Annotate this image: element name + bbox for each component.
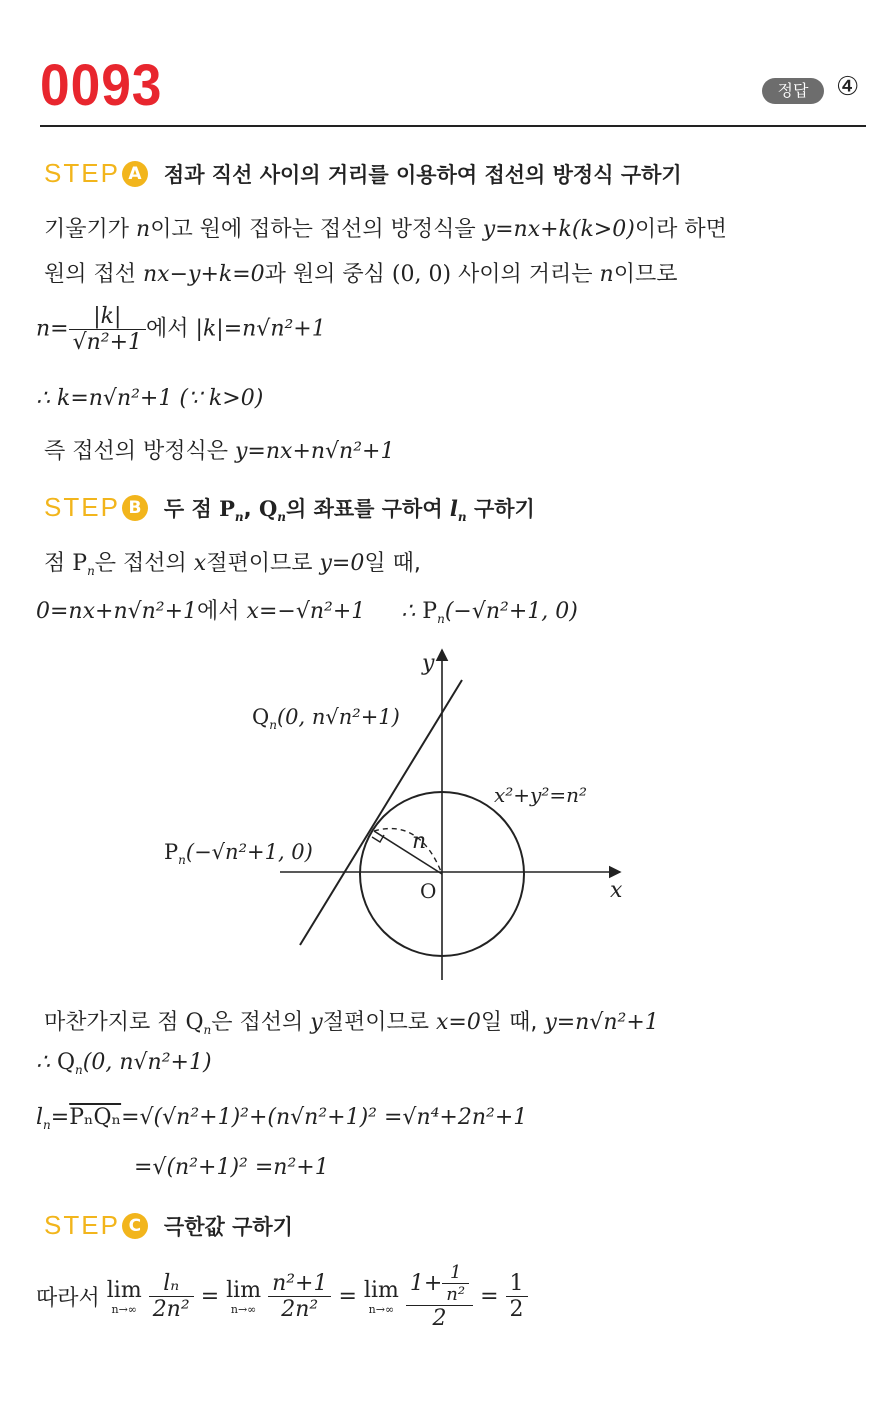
text: 따라서: [36, 1286, 107, 1311]
text: 은 접선의: [211, 1010, 311, 1035]
text: 일 때,: [364, 551, 421, 576]
p-letter: P: [164, 840, 179, 864]
step-b-letter: B: [122, 495, 148, 521]
header-divider: [40, 125, 866, 127]
text: 마찬가지로 점: [44, 1010, 186, 1035]
therefore-symbol: ∴: [36, 1050, 57, 1075]
math-equals: =: [50, 1105, 70, 1130]
math-q-coord: (0, n√n²+1): [82, 1050, 212, 1075]
inner-fraction: [442, 1262, 469, 1305]
text: 이므로: [613, 262, 678, 287]
lim-3: [364, 1278, 399, 1316]
step-a-heading: [44, 158, 682, 189]
fraction-numerator: n²+1: [268, 1271, 331, 1297]
therefore-symbol: ∴: [401, 599, 423, 624]
tangent-diagram: [150, 640, 670, 990]
lim-sub: n→∞: [368, 1302, 395, 1316]
math-sub: n: [75, 1063, 83, 1077]
text: 이라 하면: [634, 217, 727, 242]
text: 은 접선의: [94, 551, 194, 576]
lim-word: lim: [363, 1277, 399, 1303]
math-equals: =: [200, 1284, 220, 1309]
inner-denominator: n²: [446, 1284, 466, 1305]
fraction-2: [268, 1271, 331, 1322]
p-coord: (−√n²+1, 0): [185, 840, 313, 864]
text: 과 원의 중심: [264, 262, 392, 287]
math-length-calc: =√(√n²+1)²+(n√n²+1)² =√n⁴+2n²+1: [121, 1105, 528, 1130]
fraction-3: [406, 1262, 473, 1331]
step-b-line-4: [36, 1050, 212, 1075]
math-sub: n: [457, 510, 467, 524]
math-tangent-final: y=nx+n√n²+1: [235, 439, 395, 464]
math-sub: n: [234, 510, 244, 524]
math-sub: n: [203, 1023, 212, 1037]
step-b-line-5: [36, 1105, 527, 1130]
text: 절편이므로: [322, 1010, 436, 1035]
math-sub: n: [437, 612, 445, 626]
fraction-denominator: 2n²: [152, 1297, 190, 1322]
math-l: l: [36, 1105, 44, 1130]
fraction-denominator: 2n²: [281, 1297, 319, 1322]
step-b-heading: [44, 492, 535, 523]
math-y-value: y=n√n²+1: [544, 1010, 659, 1035]
fraction-numerator: 1: [506, 1271, 528, 1297]
text: 즉 접선의 방정식은: [44, 439, 235, 464]
math-equals: =: [338, 1284, 357, 1309]
math-y-zero: y=0: [319, 551, 365, 576]
q-letter: Q: [252, 705, 270, 729]
text: 에서: [197, 599, 247, 624]
math-y: y: [310, 1010, 323, 1035]
q-coord: (0, n√n²+1): [276, 705, 400, 729]
math-equals: =: [480, 1284, 499, 1309]
one-plus: 1+: [409, 1271, 443, 1296]
text: 기울기가: [44, 217, 137, 242]
step-b-line-3: [44, 1005, 659, 1036]
answer-badge: 정답: [762, 78, 824, 104]
answer-value: ④: [836, 72, 860, 102]
step-b-line-2: [36, 594, 578, 625]
lim-1: [107, 1278, 142, 1316]
math-p: P: [422, 599, 438, 624]
math-abs-k: |k|=n√n²+1: [195, 316, 326, 342]
math-center: (0, 0): [391, 262, 452, 287]
math-q: Q: [57, 1050, 76, 1075]
math-sub: n: [43, 1118, 51, 1132]
step-b-line-6: =√(n²+1)² =n²+1: [134, 1155, 329, 1180]
fraction-numerator: lₙ: [149, 1271, 194, 1297]
p-point-label: [164, 840, 313, 867]
q-point-label: [252, 705, 400, 732]
lim-sub: n→∞: [111, 1302, 137, 1316]
step-a-word: STEP: [44, 158, 120, 188]
radius-label: n: [412, 829, 427, 854]
text: ,: [243, 497, 259, 521]
math-x: x: [193, 551, 207, 576]
q-sub: n: [269, 718, 277, 732]
step-c-letter: C: [122, 1213, 148, 1239]
step-c-word: STEP: [44, 1210, 120, 1240]
fraction-1: [149, 1271, 194, 1322]
y-axis-label: y: [422, 651, 435, 676]
fraction-answer: [506, 1271, 528, 1322]
math-x-value: x=−√n²+1: [246, 599, 366, 624]
text: 원의 접선: [44, 262, 143, 287]
math-p: P: [219, 496, 235, 521]
step-a-line-5: [44, 434, 394, 465]
math-q: Q: [258, 496, 278, 521]
lim-word: lim: [106, 1277, 142, 1303]
math-x-zero: x=0: [435, 1010, 481, 1035]
math-segment: PₙQₙ: [69, 1105, 122, 1130]
text: 구하기: [466, 497, 535, 521]
text: 점: [44, 551, 73, 576]
math-q: Q: [185, 1010, 204, 1035]
math-n: n: [599, 262, 614, 287]
p-sub: n: [178, 853, 186, 867]
origin-label: O: [420, 879, 437, 903]
inner-numerator: 1: [442, 1262, 469, 1284]
math-line-eq: nx−y+k=0: [143, 262, 265, 287]
math-l: l: [449, 496, 458, 521]
lim-word: lim: [226, 1277, 262, 1303]
step-b-line-1: [44, 546, 421, 577]
math-p-coord: (−√n²+1, 0): [444, 599, 578, 624]
step-c-heading: [44, 1210, 293, 1241]
circle-equation: x²+y²=n²: [494, 783, 588, 807]
step-b-word: STEP: [44, 492, 120, 522]
step-a-line-4: ∴ k=n√n²+1 (∵ k>0): [36, 386, 264, 411]
fraction-numerator: |k|: [69, 304, 146, 330]
step-c-line-1: [36, 1262, 528, 1331]
fraction-denominator: 2: [509, 1297, 524, 1322]
step-a-line-1: [44, 212, 727, 243]
text: 두 점: [163, 497, 220, 521]
fraction-numerator: [406, 1262, 473, 1306]
text: 사이의 거리는: [451, 262, 600, 287]
x-axis-label: x: [610, 878, 623, 903]
step-a-title: 점과 직선 사이의 거리를 이용하여 접선의 방정식 구하기: [163, 163, 682, 187]
math-lhs: n=: [36, 316, 69, 342]
text: 이고 원에 접하는 접선의 방정식을: [150, 217, 483, 242]
math-sub: n: [87, 564, 95, 578]
step-c-title: 극한값 구하기: [163, 1215, 293, 1239]
lim-2: [226, 1278, 261, 1316]
math-n: n: [136, 217, 151, 242]
fraction-denominator: √n²+1: [72, 330, 143, 355]
problem-number: 0093: [40, 53, 163, 118]
step-a-line-2: [44, 257, 677, 288]
text: 에서: [146, 316, 196, 342]
step-b-title: [163, 496, 535, 524]
math-tangent-eq: y=nx+k(k>0): [482, 217, 635, 242]
lim-sub: n→∞: [230, 1302, 257, 1316]
distance-fraction: [69, 304, 146, 355]
math-sub: n: [277, 510, 286, 524]
text: 일 때,: [480, 1010, 545, 1035]
math-solve-eq: 0=nx+n√n²+1: [36, 599, 198, 624]
text: 절편이므로: [206, 551, 320, 576]
step-a-letter: A: [122, 161, 148, 187]
text: 의 좌표를 구하여: [285, 497, 450, 521]
fraction-denominator: 2: [432, 1306, 447, 1331]
step-a-line-3: [36, 304, 326, 355]
math-p: P: [72, 551, 88, 576]
